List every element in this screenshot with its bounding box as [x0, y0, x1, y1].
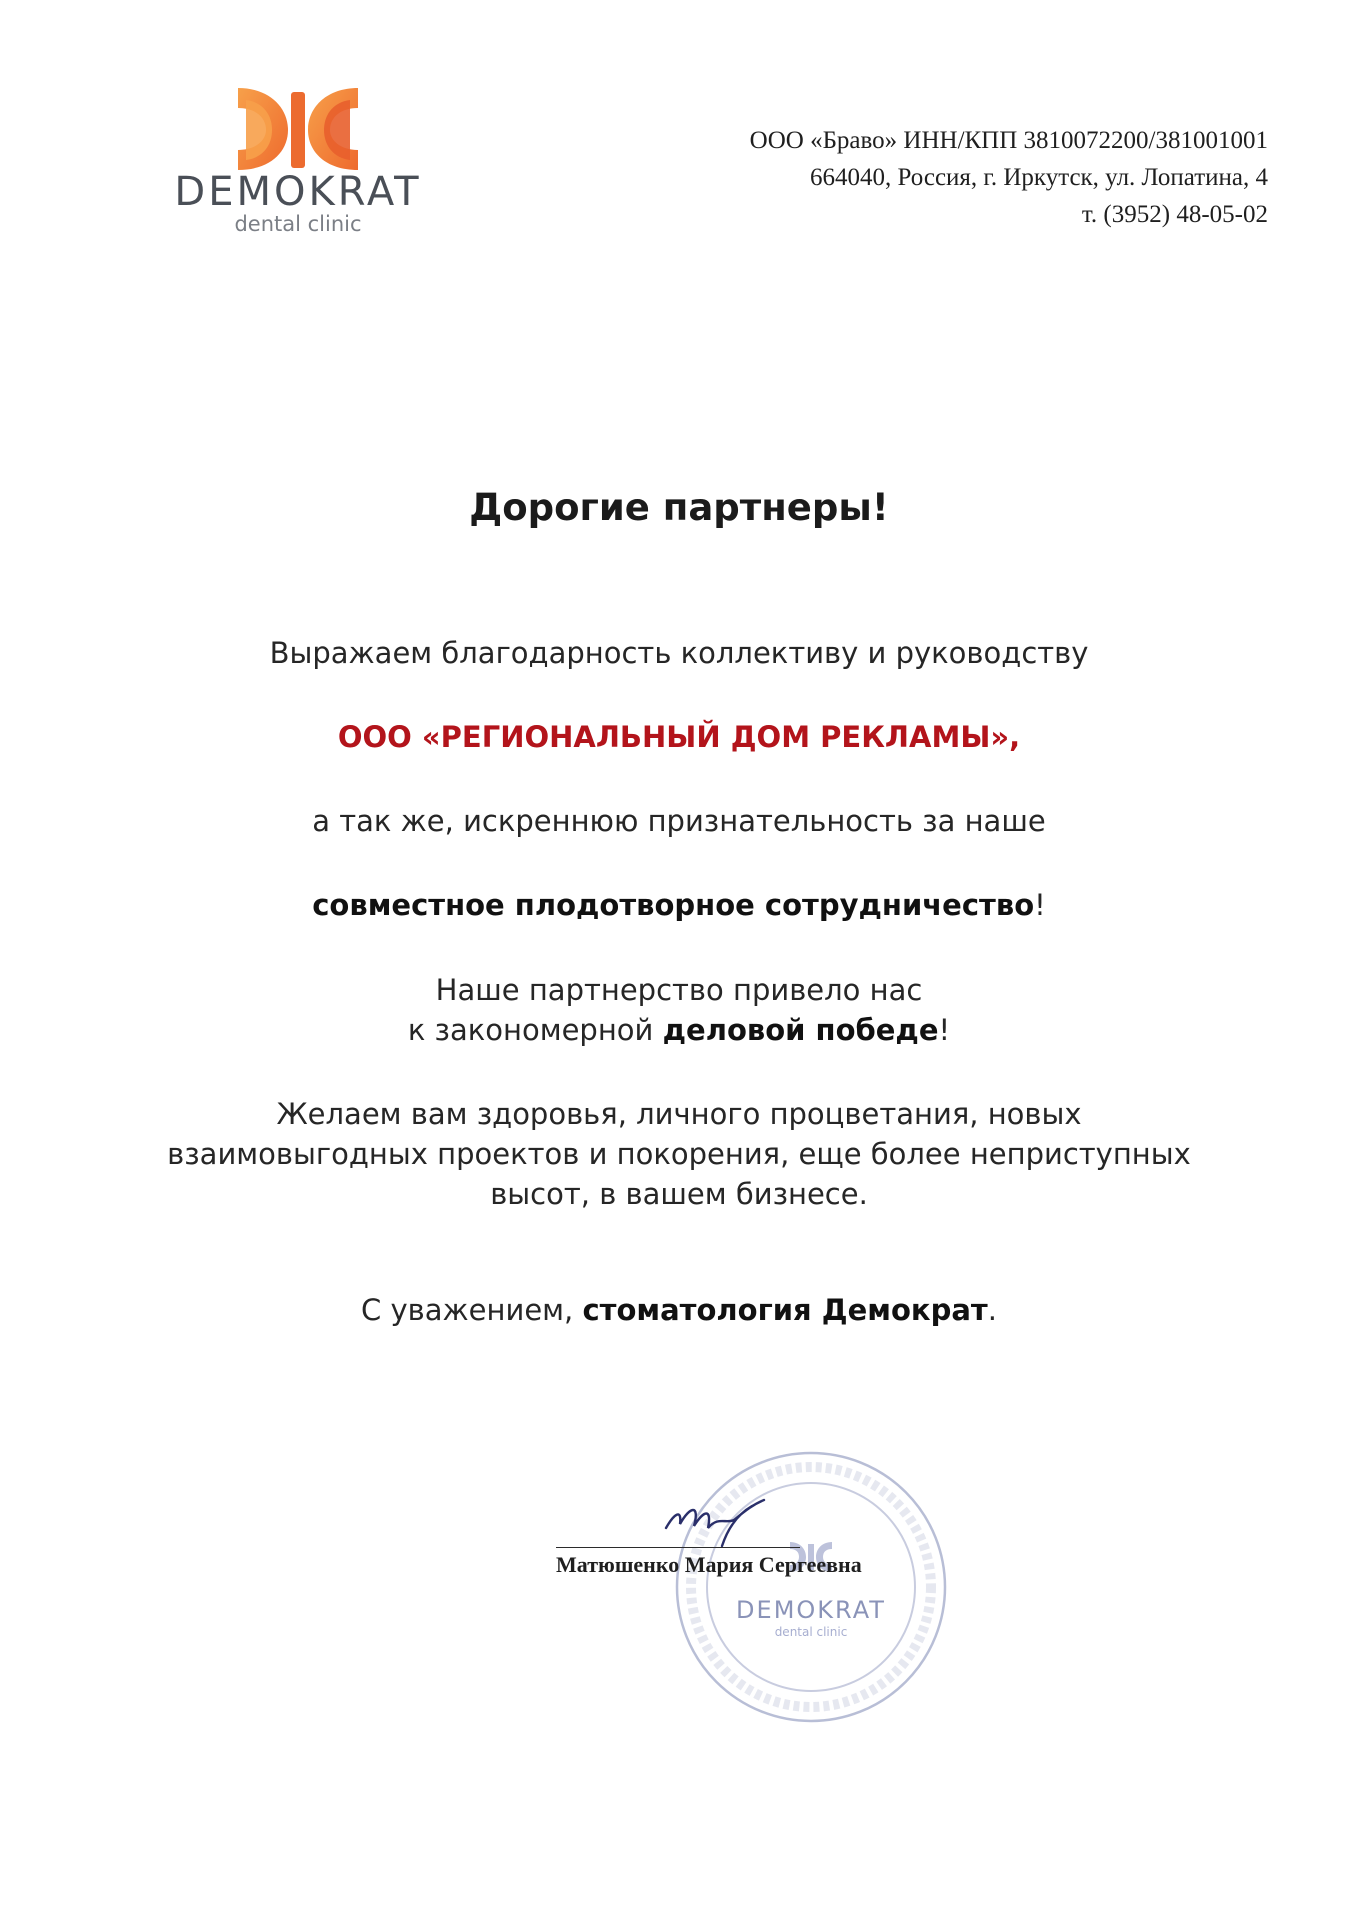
stamp-wordmark: DEMOKRAT	[736, 1596, 886, 1624]
wishes-line-2: взаимовыгодных проектов и покорения, еще более неприступных	[167, 1137, 1191, 1171]
wishes-line-1: Желаем вам здоровья, личного процветания, новых	[276, 1097, 1082, 1131]
signatory-name: Матюшенко Мария Сергеевна	[556, 1552, 862, 1577]
business-victory-bold: деловой победе	[662, 1013, 939, 1047]
closing-line	[0, 1290, 1358, 1330]
closing-tail: .	[987, 1293, 997, 1327]
logo-wordmark: DEMOKRAT	[174, 169, 422, 215]
partnership-line-1: Наше партнерство привело нас	[435, 973, 923, 1007]
cooperation-line	[0, 885, 1358, 925]
requisites-line: ООО «Браво» ИНН/КПП 3810072200/381001001	[749, 127, 1268, 154]
closing-pre: С уважением,	[361, 1293, 583, 1327]
cooperation-bold: совместное плодотворное сотрудничество	[312, 888, 1035, 922]
partner-company-name: ООО «РЕГИОНАЛЬНЫЙ ДОМ РЕКЛАМЫ»,	[337, 720, 1021, 754]
company-requisites	[750, 122, 1268, 233]
requisites-line: т. (3952) 48-05-02	[1081, 201, 1268, 228]
partnership-line-2	[0, 1010, 1358, 1050]
wishes-line-3: высот, в вашем бизнесе.	[490, 1177, 868, 1211]
gratitude-line: Выражаем благодарность коллективу и руководству	[269, 636, 1089, 670]
requisites-line: 664040, Россия, г. Иркутск, ул. Лопатина, 4	[809, 164, 1268, 191]
handwritten-signature	[660, 1484, 780, 1554]
partnership-line-2-pre: к закономерной	[407, 1013, 663, 1047]
clinic-logo	[148, 84, 448, 244]
letter-greeting: Дорогие партнеры!	[469, 486, 889, 529]
clinic-name-bold: стоматология Демократ	[582, 1293, 988, 1327]
appreciation-line: а так же, искреннюю признательность за наше	[312, 804, 1046, 838]
logo-mark-icon	[148, 84, 448, 174]
signature-line	[556, 1547, 800, 1548]
partnership-line-2-tail: !	[938, 1013, 951, 1047]
logo-subtitle: dental clinic	[234, 212, 362, 236]
cooperation-tail: !	[1034, 888, 1046, 922]
stamp-subtitle: dental clinic	[774, 1625, 848, 1639]
